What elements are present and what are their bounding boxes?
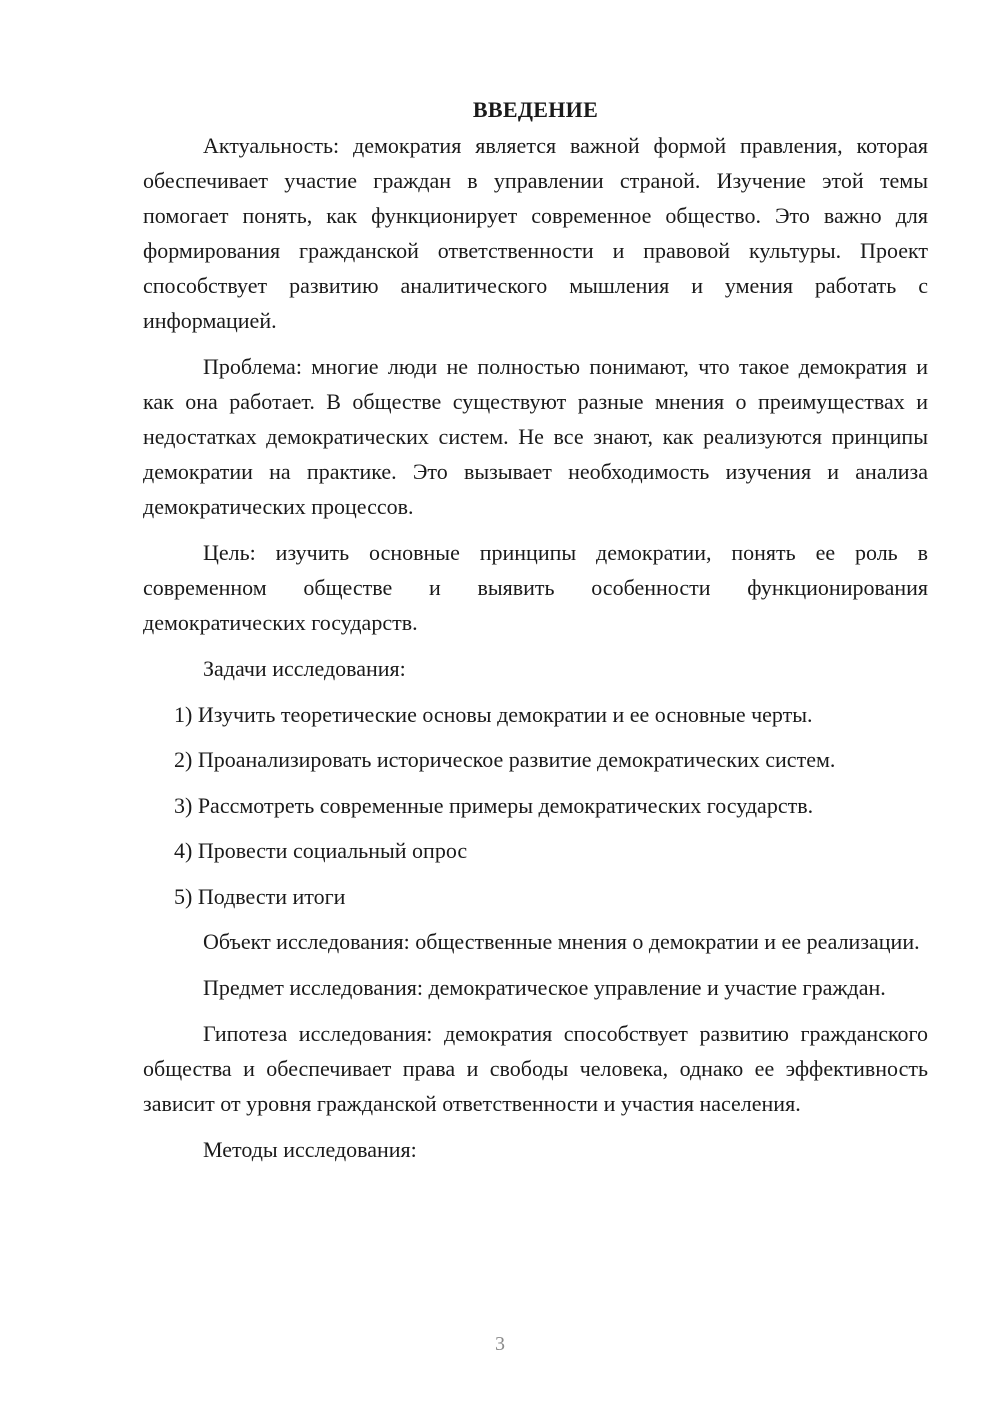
paragraph-subject: Предмет исследования: демократическое управление и участие граждан. — [203, 975, 886, 1000]
tasks-intro: Задачи исследования: — [203, 656, 406, 681]
document-page — [143, 92, 928, 1178]
paragraph-object: Объект исследования: общественные мнения о демократии и ее реализации. — [203, 929, 920, 954]
methods-intro: Методы исследования: — [203, 1137, 417, 1162]
tasks-list — [143, 697, 928, 914]
page-number: 3 — [495, 1333, 505, 1355]
task-item-3: 3) Рассмотреть современные примеры демократических государств. — [174, 792, 814, 818]
task-item-5: 5) Подвести итоги — [174, 883, 346, 909]
paragraph-problem: Проблема: многие люди не полностью понимают, что такое демократия и как она работает. В обществе существуют разные мнения о преимуществах и недостатках демократических систем. Не все знают, как реализуются принципы демократии на практике. Это вызывает необходимость изучения и анализа демократических процессов. — [143, 354, 928, 519]
paragraph-hypothesis: Гипотеза исследования: демократия способствует развитию гражданского общества и обеспечивает права и свободы человека, однако ее эффективность зависит от уровня гражданской ответственности и участия населения. — [143, 1021, 928, 1116]
task-item-4: 4) Провести социальный опрос — [174, 838, 468, 863]
paragraph-goal: Цель: изучить основные принципы демократии, понять ее роль в современном обществе и выявить особенности функционирования демократических государств. — [143, 540, 928, 635]
page-title: ВВЕДЕНИЕ — [472, 97, 599, 122]
task-item-1: 1) Изучить теоретические основы демократии и ее основные черты. — [174, 701, 813, 727]
paragraph-relevance: Актуальность: демократия является важной формой правления, которая обеспечивает участие граждан в управлении страной. Изучение этой темы помогает понять, как функционирует современное общество. Это важно для формирования гражданской ответственности и правовой культуры. Проект способствует развитию аналитического мышления и умения работать с информацией. — [143, 133, 928, 333]
task-item-2: 2) Проанализировать историческое развитие демократических систем. — [174, 747, 836, 772]
